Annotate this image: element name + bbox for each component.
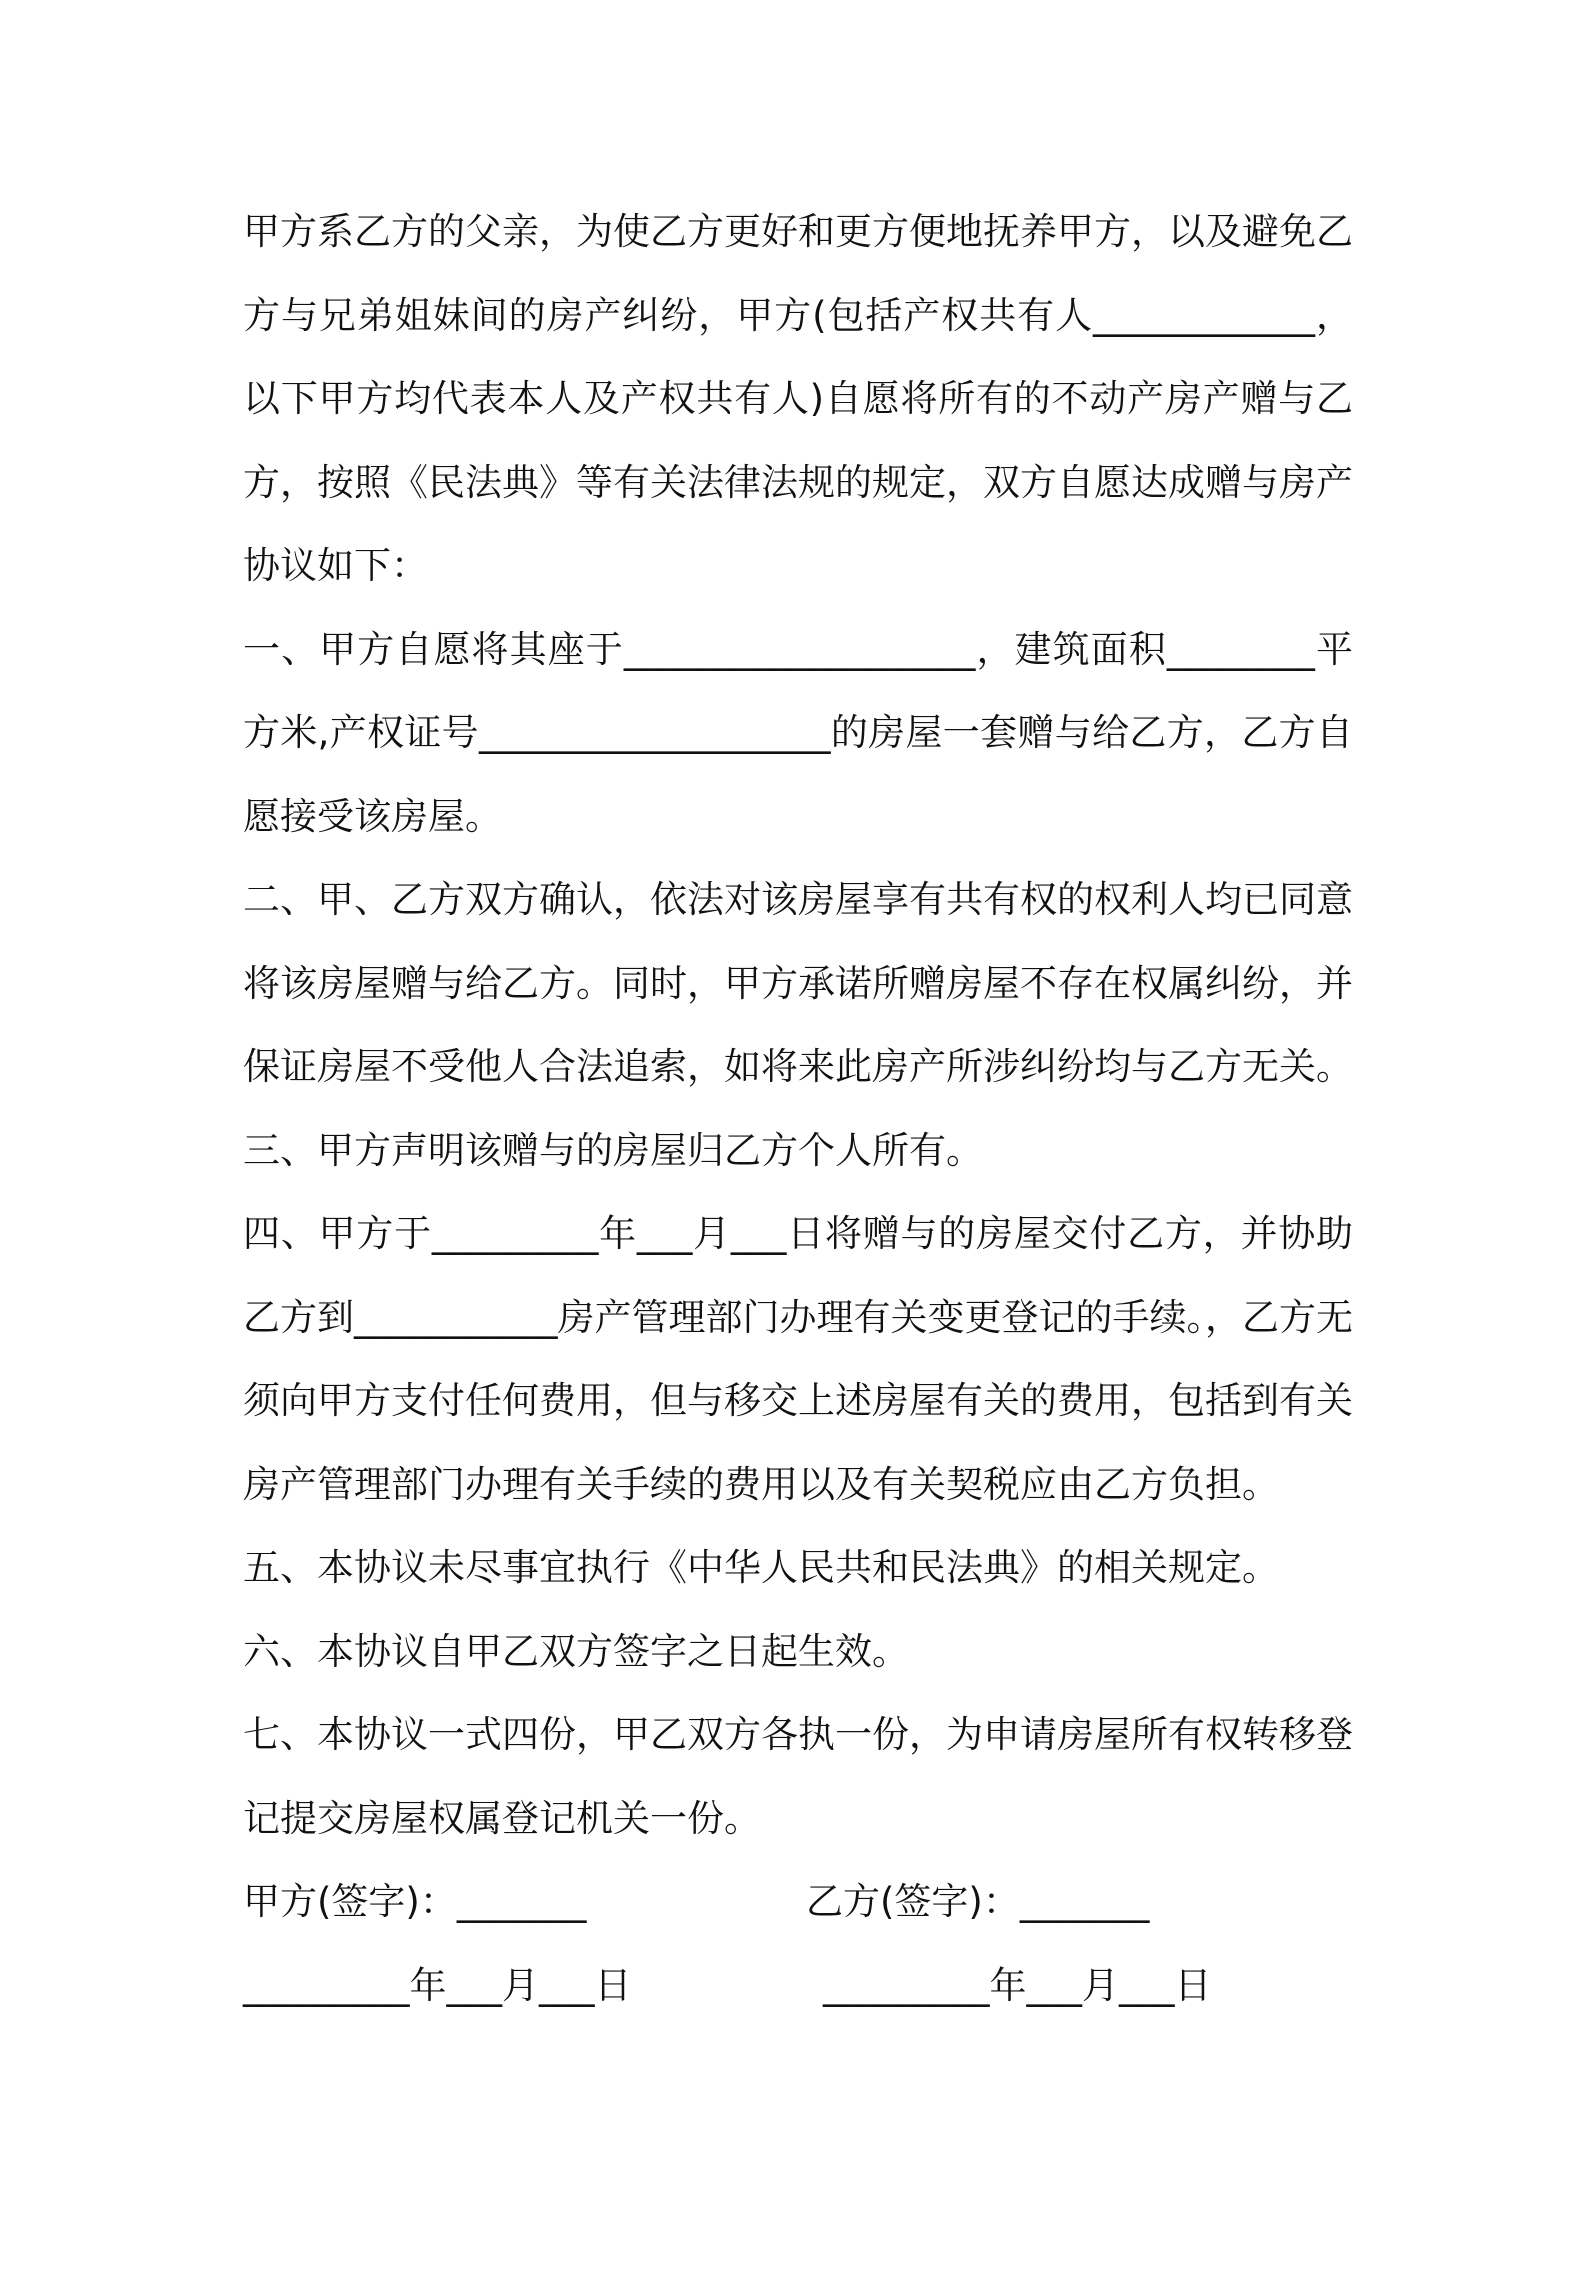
party-b-date: _________年___月___日 (823, 1963, 1212, 2007)
clause-7: 七、本协议一式四份，甲乙双方各执一份，为申请房屋所有权转移登记提交房屋权属登记机关一份。 (243, 1713, 1353, 1840)
clause-3: 三、甲方声明该赠与的房屋归乙方个人所有。 (243, 1128, 983, 1172)
clause-4: 四、甲方于_________年___月___日将赠与的房屋交付乙方，并协助乙方到___________房产管理部门办理有关变更登记的手续。，乙方无须向甲方支付任何费用，但与移交上述房屋有关的费用，包括到有关房产管理部门办理有关手续的费用以及有关契税应由乙方负担。 (243, 1212, 1353, 1506)
clause-5: 五、本协议未尽事宜执行《中华人民共和民法典》的相关规定。 (243, 1546, 1279, 1589)
clause-2: 二、甲、乙方双方确认，依法对该房屋享有共有权的权利人均已同意将该房屋赠与给乙方。同时，甲方承诺所赠房屋不存在权属纠纷，并保证房屋不受他人合法追索，如将来此房产所涉纠纷均与乙方无关。 (243, 878, 1353, 1088)
signature-row (243, 1860, 1353, 1944)
party-b-signature: 乙方(签字)：_______ (806, 1880, 1150, 1923)
intro-paragraph: 甲方系乙方的父亲，为使乙方更好和更方便地抚养甲方，以及避免乙方与兄弟姐妹间的房产纠纷，甲方(包括产权共有人____________，以下甲方均代表本人及产权共有人)自愿将所有的不动产房产赠与乙方，按照《民法典》等有关法律法规的规定，双方自愿达成赠与房产协议如下： (243, 210, 1353, 587)
clause-6: 六、本协议自甲乙双方签字之日起生效。 (243, 1629, 909, 1673)
party-a-date: _________年___月___日 (243, 1963, 632, 2007)
party-a-signature: 甲方(签字)：_______ (243, 1880, 587, 1923)
agreement-body (243, 190, 1353, 2027)
date-row (243, 1944, 1353, 2028)
clause-1: 一、甲方自愿将其座于___________________，建筑面积________平方米,产权证号___________________的房屋一套赠与给乙方，乙方自愿接受该房屋。 (243, 627, 1353, 838)
